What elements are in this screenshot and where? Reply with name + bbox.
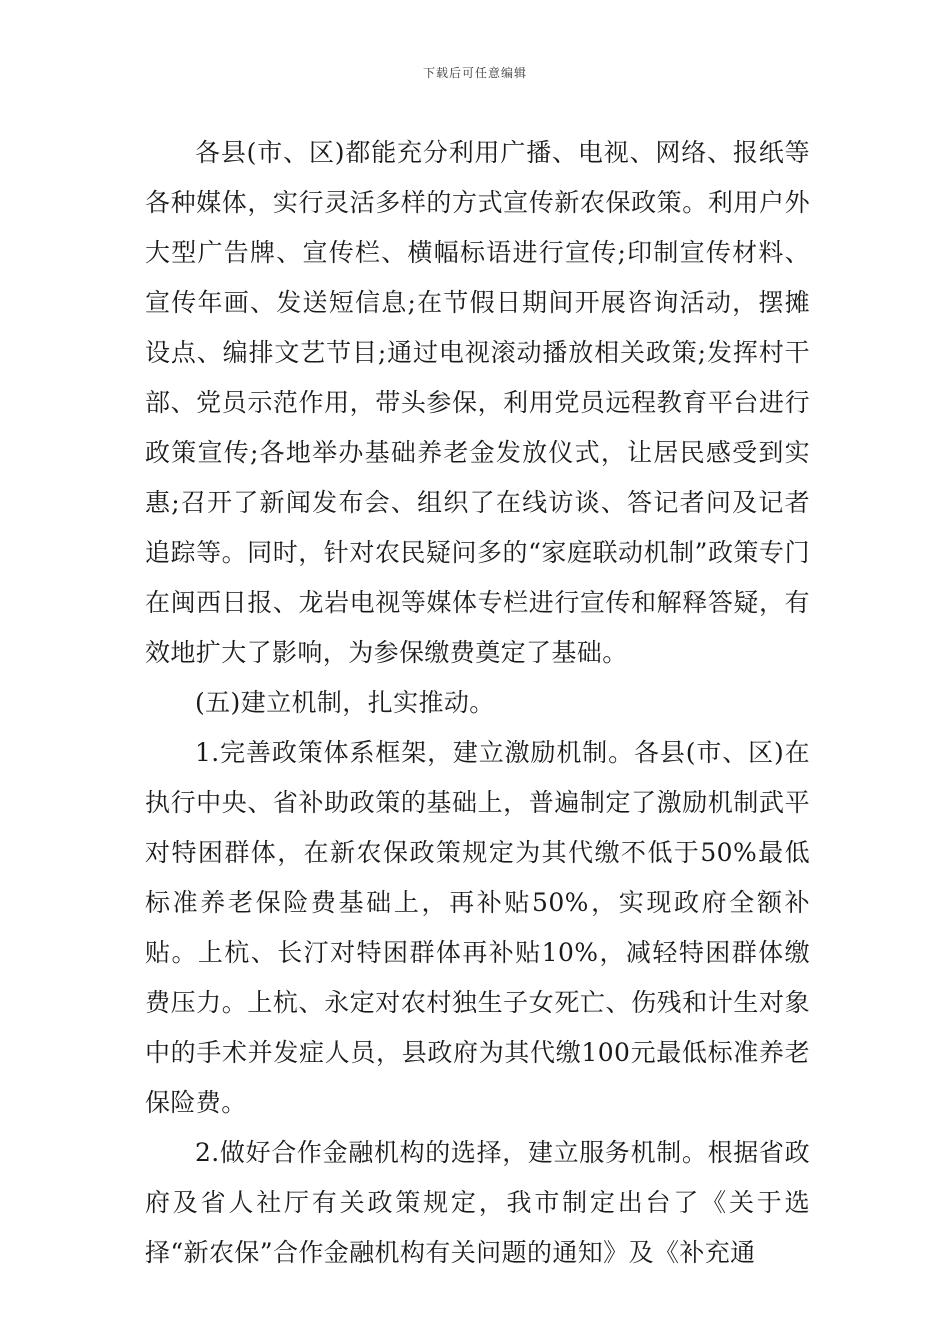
paragraph-policy-framework: 1.完善政策体系框架，建立激励机制。各县(市、区)在执行中央、省补助政策的基础上，普遍制定了激励机制武平对特困群体，在新农保政策规定为其代缴不低于50%最低标准养老保险费基础上，再补贴50%，实现政府全额补贴。上杭、长汀对特困群体再补贴10%，减轻特困群体缴费压力。上杭、永定对农村独生子女死亡、伤残和计生对象中的手术并发症人员，县政府为其代缴100元最低标准养老保险费。: [145, 738, 810, 1117]
section-heading-mechanism: (五)建立机制，扎实推动。: [195, 688, 495, 717]
paragraph-financial-institutions: 2.做好合作金融机构的选择，建立服务机制。根据省政府及省人社厅有关政策规定，我市制定出台了《关于选择“新农保”合作金融机构有关问题的通知》及《补充通: [145, 1138, 810, 1267]
page-header: 下载后可任意编辑: [422, 66, 527, 80]
document-body: [145, 128, 810, 1278]
paragraph-publicity: 各县(市、区)都能充分利用广播、电视、网络、报纸等各种媒体，实行灵活多样的方式宣传新农保政策。利用户外大型广告牌、宣传栏、横幅标语进行宣传;印制宣传材料、宣传年画、发送短信息;在节假日期间开展咨询活动，摆摊设点、编排文艺节目;通过电视滚动播放相关政策;发挥村干部、党员示范作用，带头参保，利用党员远程教育平台进行政策宣传;各地举办基础养老金发放仪式，让居民感受到实惠;召开了新闻发布会、组织了在线访谈、答记者问及记者追踪等。同时，针对农民疑问多的“家庭联动机制”政策专门在闽西日报、龙岩电视等媒体专栏进行宣传和解释答疑，有效地扩大了影响，为参保缴费奠定了基础。: [145, 138, 810, 667]
